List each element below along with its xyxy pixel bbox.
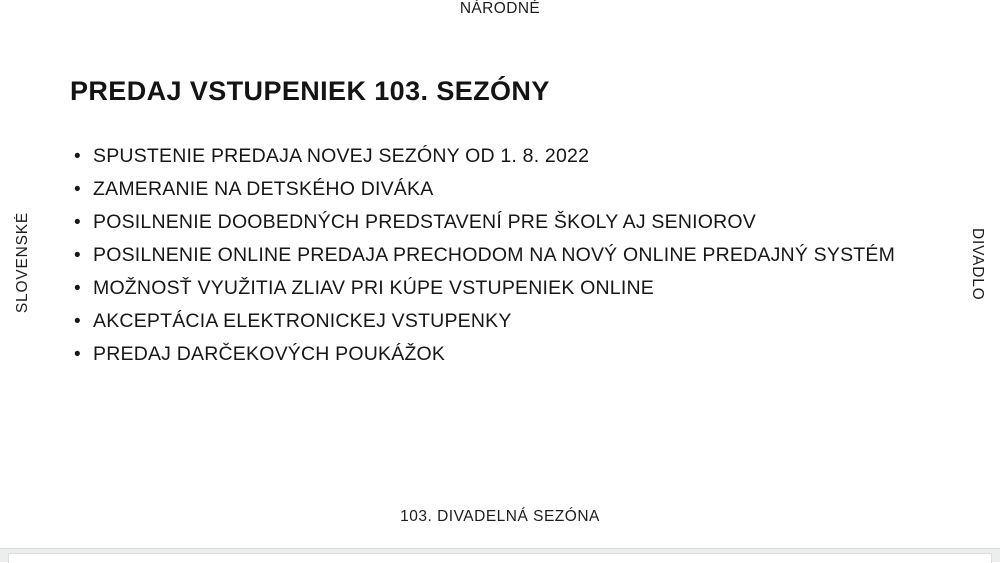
list-item-label: ZAMERANIE NA DETSKÉHO DIVÁKA — [93, 178, 434, 200]
slide-bullet-list — [70, 140, 930, 371]
list-item — [70, 239, 930, 272]
slide-title: PREDAJ VSTUPENIEK 103. SEZÓNY — [70, 76, 550, 106]
list-item-label: POSILNENIE DOOBEDNÝCH PREDSTAVENÍ PRE ŠKOLY AJ SENIOROV — [93, 211, 756, 233]
list-item-label: PREDAJ DARČEKOVÝCH POUKÁŽOK — [93, 343, 446, 365]
bullet-dot-icon: • — [74, 179, 81, 200]
list-item — [70, 206, 930, 239]
list-item — [70, 305, 930, 338]
next-slide-sliver — [0, 548, 1000, 562]
list-item-label: SPUSTENIE PREDAJA NOVEJ SEZÓNY OD 1. 8. 2022 — [93, 145, 590, 167]
list-item — [70, 272, 930, 305]
bullet-dot-icon: • — [74, 245, 81, 266]
bullet-dot-icon: • — [74, 146, 81, 167]
brand-header-top: NÁRODNÉ — [459, 0, 541, 17]
slide-footer: 103. DIVADELNÁ SEZÓNA — [400, 508, 600, 525]
bullet-dot-icon: • — [74, 311, 81, 332]
list-item-label: POSILNENIE ONLINE PREDAJA PRECHODOM NA NOVÝ ONLINE PREDAJNÝ SYSTÉM — [93, 244, 896, 266]
list-item — [70, 173, 930, 206]
bullet-dot-icon: • — [74, 212, 81, 233]
list-item-label: AKCEPTÁCIA ELEKTRONICKEJ VSTUPENKY — [93, 310, 512, 332]
brand-label-right: DIVADLO — [969, 228, 986, 301]
brand-label-left: SLOVENSKÉ — [14, 212, 31, 314]
list-item — [70, 338, 930, 371]
bullet-dot-icon: • — [74, 278, 81, 299]
list-item-label: MOŽNOSŤ VYUŽITIA ZLIAV PRI KÚPE VSTUPENIEK ONLINE — [93, 277, 654, 299]
list-item — [70, 140, 930, 173]
bullet-dot-icon: • — [74, 344, 81, 365]
